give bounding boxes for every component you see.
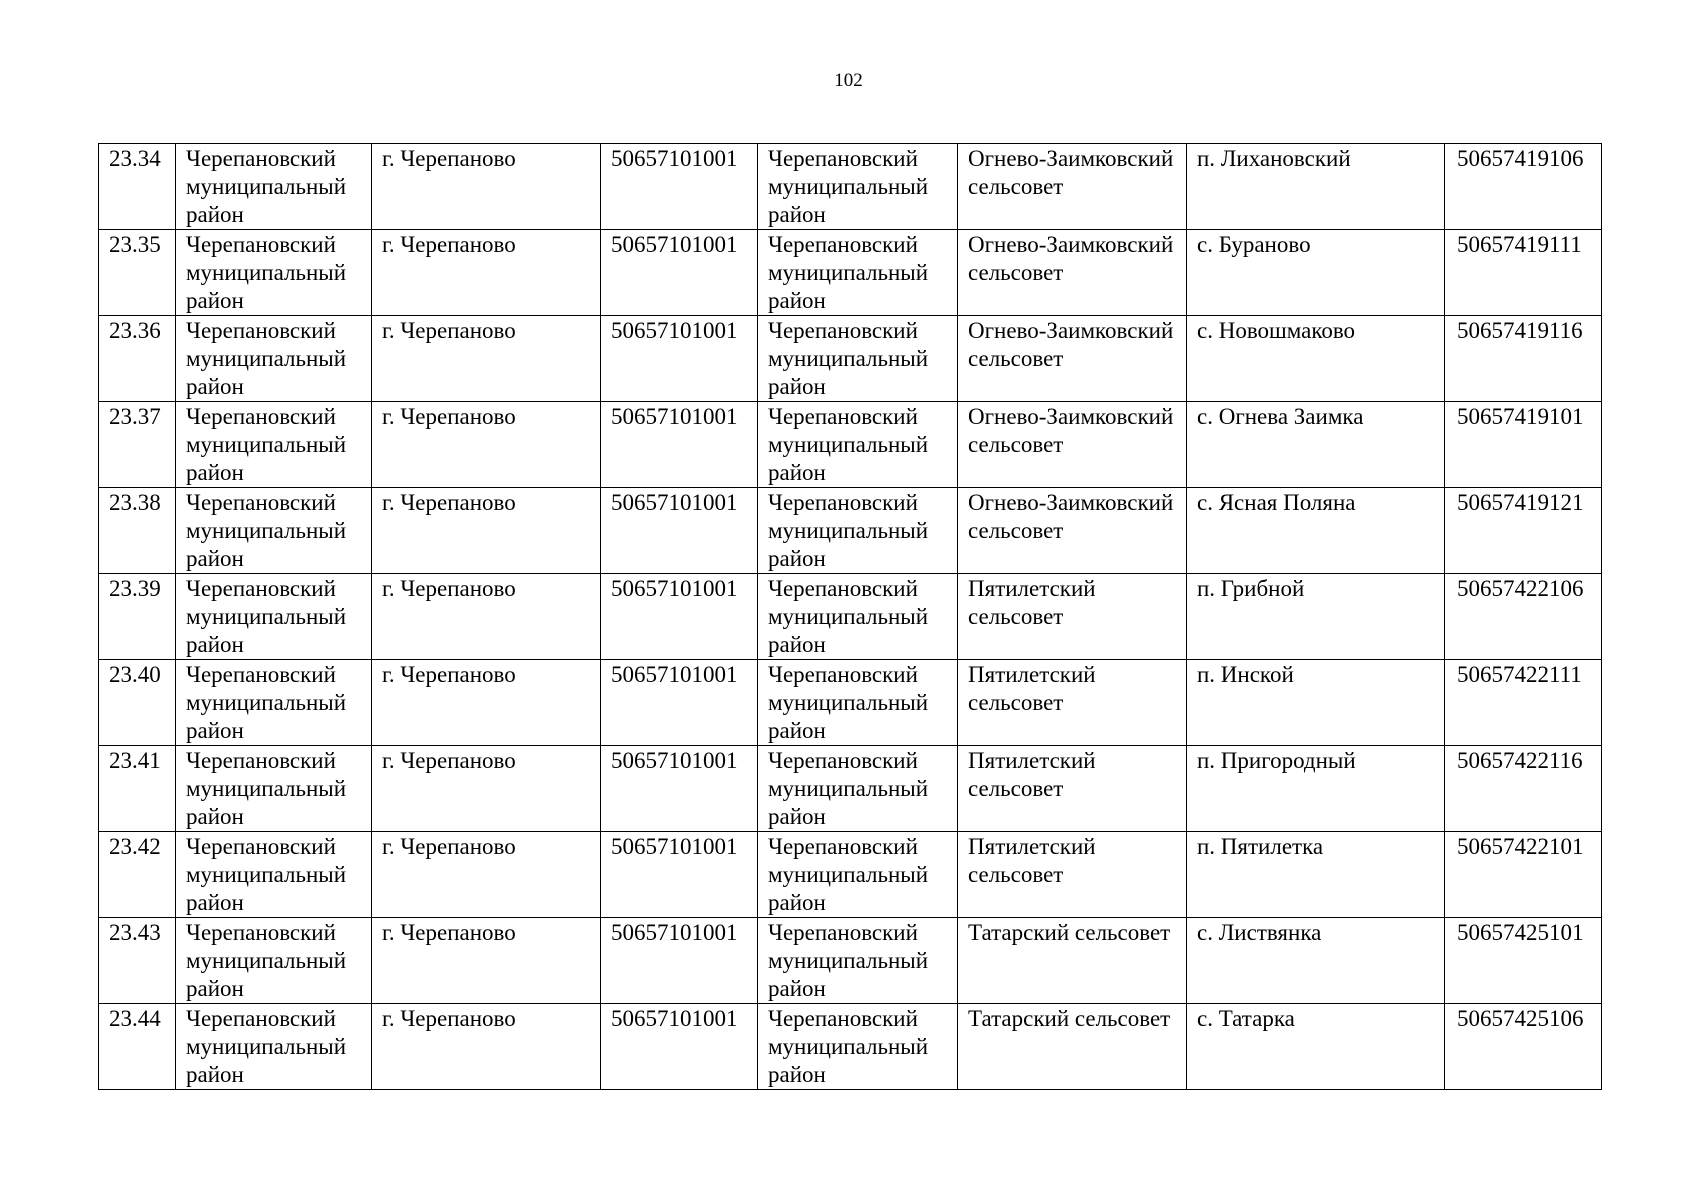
municipal-district-cell: Черепановский муниципальный район: [176, 230, 372, 316]
center-code-cell: 50657101001: [601, 1004, 758, 1090]
municipal-district-2-cell: Черепановский муниципальный район: [758, 316, 958, 402]
locality-cell: с. Огнева Заимка: [1187, 402, 1445, 488]
center-code-cell: 50657101001: [601, 230, 758, 316]
row-number-cell: 23.42: [99, 832, 176, 918]
administrative-center-cell: г. Черепаново: [372, 1004, 601, 1090]
municipal-district-cell: Черепановский муниципальный район: [176, 144, 372, 230]
municipal-district-2-cell: Черепановский муниципальный район: [758, 746, 958, 832]
settlement-council-cell: Татарский сельсовет: [958, 1004, 1187, 1090]
center-code-cell: 50657101001: [601, 918, 758, 1004]
municipal-district-2-cell: Черепановский муниципальный район: [758, 144, 958, 230]
oktmo-code-cell: 50657422111: [1445, 660, 1602, 746]
settlement-council-cell: Огнево-Заимковский сельсовет: [958, 488, 1187, 574]
municipal-district-2-cell: Черепановский муниципальный район: [758, 918, 958, 1004]
table-row: [99, 402, 1602, 488]
locality-cell: с. Бураново: [1187, 230, 1445, 316]
table-row: [99, 746, 1602, 832]
municipal-district-2-cell: Черепановский муниципальный район: [758, 574, 958, 660]
settlement-council-cell: Пятилетский сельсовет: [958, 832, 1187, 918]
row-number-cell: 23.35: [99, 230, 176, 316]
administrative-center-cell: г. Черепаново: [372, 402, 601, 488]
locality-cell: с. Ясная Поляна: [1187, 488, 1445, 574]
administrative-center-cell: г. Черепаново: [372, 574, 601, 660]
oktmo-code-cell: 50657419116: [1445, 316, 1602, 402]
oktmo-code-cell: 50657419101: [1445, 402, 1602, 488]
table-row: [99, 574, 1602, 660]
locality-cell: с. Новошмаково: [1187, 316, 1445, 402]
settlement-council-cell: Пятилетский сельсовет: [958, 746, 1187, 832]
table-row: [99, 832, 1602, 918]
locality-cell: п. Грибной: [1187, 574, 1445, 660]
locality-cell: п. Инской: [1187, 660, 1445, 746]
center-code-cell: 50657101001: [601, 144, 758, 230]
administrative-center-cell: г. Черепаново: [372, 488, 601, 574]
row-number-cell: 23.41: [99, 746, 176, 832]
municipal-district-cell: Черепановский муниципальный район: [176, 316, 372, 402]
administrative-center-cell: г. Черепаново: [372, 746, 601, 832]
row-number-cell: 23.39: [99, 574, 176, 660]
table-row: [99, 316, 1602, 402]
table-body: [99, 144, 1602, 1090]
table-row: [99, 488, 1602, 574]
center-code-cell: 50657101001: [601, 746, 758, 832]
settlement-council-cell: Пятилетский сельсовет: [958, 660, 1187, 746]
page-number: 102: [834, 70, 863, 91]
administrative-center-cell: г. Черепаново: [372, 918, 601, 1004]
row-number-cell: 23.40: [99, 660, 176, 746]
municipal-district-cell: Черепановский муниципальный район: [176, 918, 372, 1004]
municipal-district-cell: Черепановский муниципальный район: [176, 746, 372, 832]
oktmo-code-cell: 50657422106: [1445, 574, 1602, 660]
administrative-center-cell: г. Черепаново: [372, 660, 601, 746]
row-number-cell: 23.43: [99, 918, 176, 1004]
municipal-district-2-cell: Черепановский муниципальный район: [758, 402, 958, 488]
row-number-cell: 23.44: [99, 1004, 176, 1090]
table-row: [99, 144, 1602, 230]
municipal-district-2-cell: Черепановский муниципальный район: [758, 488, 958, 574]
center-code-cell: 50657101001: [601, 574, 758, 660]
municipal-district-2-cell: Черепановский муниципальный район: [758, 230, 958, 316]
settlement-council-cell: Татарский сельсовет: [958, 918, 1187, 1004]
municipal-district-2-cell: Черепановский муниципальный район: [758, 660, 958, 746]
table-row: [99, 660, 1602, 746]
municipal-district-2-cell: Черепановский муниципальный район: [758, 832, 958, 918]
center-code-cell: 50657101001: [601, 488, 758, 574]
locality-cell: п. Пригородный: [1187, 746, 1445, 832]
municipal-district-cell: Черепановский муниципальный район: [176, 488, 372, 574]
table-row: [99, 918, 1602, 1004]
oktmo-code-cell: 50657419121: [1445, 488, 1602, 574]
municipal-district-2-cell: Черепановский муниципальный район: [758, 1004, 958, 1090]
oktmo-code-cell: 50657419106: [1445, 144, 1602, 230]
municipal-district-cell: Черепановский муниципальный район: [176, 832, 372, 918]
administrative-center-cell: г. Черепаново: [372, 316, 601, 402]
oktmo-code-cell: 50657419111: [1445, 230, 1602, 316]
row-number-cell: 23.34: [99, 144, 176, 230]
settlement-council-cell: Огнево-Заимковский сельсовет: [958, 144, 1187, 230]
locality-cell: п. Пятилетка: [1187, 832, 1445, 918]
administrative-center-cell: г. Черепаново: [372, 230, 601, 316]
municipal-district-cell: Черепановский муниципальный район: [176, 1004, 372, 1090]
center-code-cell: 50657101001: [601, 660, 758, 746]
center-code-cell: 50657101001: [601, 832, 758, 918]
row-number-cell: 23.38: [99, 488, 176, 574]
administrative-center-cell: г. Черепаново: [372, 144, 601, 230]
administrative-center-cell: г. Черепаново: [372, 832, 601, 918]
settlement-council-cell: Пятилетский сельсовет: [958, 574, 1187, 660]
center-code-cell: 50657101001: [601, 316, 758, 402]
oktmo-code-cell: 50657425106: [1445, 1004, 1602, 1090]
locality-cell: п. Лихановский: [1187, 144, 1445, 230]
oktmo-code-cell: 50657425101: [1445, 918, 1602, 1004]
municipal-district-cell: Черепановский муниципальный район: [176, 402, 372, 488]
row-number-cell: 23.37: [99, 402, 176, 488]
settlement-council-cell: Огнево-Заимковский сельсовет: [958, 230, 1187, 316]
settlements-table: [98, 143, 1602, 1090]
locality-cell: с. Татарка: [1187, 1004, 1445, 1090]
municipal-district-cell: Черепановский муниципальный район: [176, 574, 372, 660]
settlement-council-cell: Огнево-Заимковский сельсовет: [958, 316, 1187, 402]
center-code-cell: 50657101001: [601, 402, 758, 488]
settlement-council-cell: Огнево-Заимковский сельсовет: [958, 402, 1187, 488]
oktmo-code-cell: 50657422116: [1445, 746, 1602, 832]
municipal-district-cell: Черепановский муниципальный район: [176, 660, 372, 746]
row-number-cell: 23.36: [99, 316, 176, 402]
table-row: [99, 230, 1602, 316]
table-row: [99, 1004, 1602, 1090]
oktmo-code-cell: 50657422101: [1445, 832, 1602, 918]
locality-cell: с. Листвянка: [1187, 918, 1445, 1004]
